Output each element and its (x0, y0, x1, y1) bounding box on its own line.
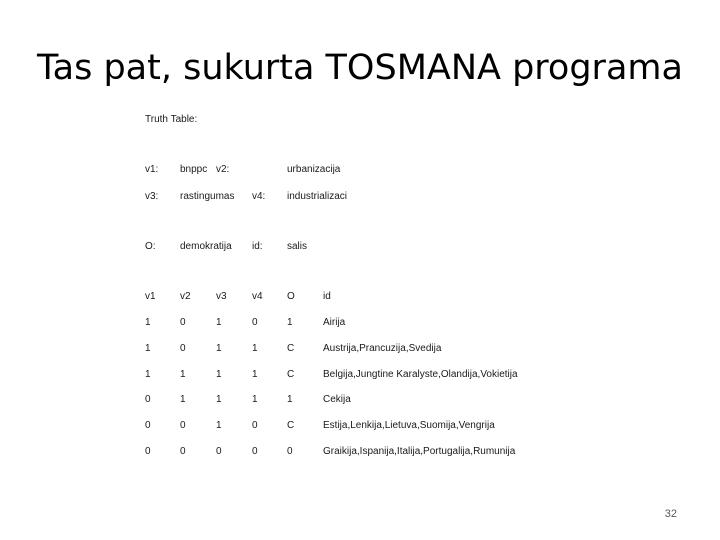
var-label: v4: (252, 191, 266, 202)
table-cell: 1 (180, 369, 186, 380)
var-label: v3: (145, 191, 159, 202)
table-cell: Austrija,Prancuzija,Svedija (323, 343, 442, 354)
column-header: v4 (252, 291, 263, 302)
table-cell: 0 (180, 343, 186, 354)
table-cell: 1 (287, 317, 293, 328)
slide-title: Tas pat, sukurta TOSMANA programa (37, 48, 683, 88)
table-cell: 0 (252, 446, 258, 457)
table-cell: 1 (145, 369, 151, 380)
table-cell: 0 (252, 420, 258, 431)
var-value: rastingumas (180, 191, 235, 202)
table-cell: 1 (216, 369, 222, 380)
table-cell: C (287, 343, 295, 354)
table-cell: 1 (145, 317, 151, 328)
table-cell: 1 (216, 343, 222, 354)
table-cell: Graikija,Ispanija,Italija,Portugalija,Rumunija (323, 446, 516, 457)
table-cell: 0 (145, 420, 151, 431)
page-number: 32 (664, 508, 677, 520)
table-cell: 1 (216, 394, 222, 405)
column-header: v3 (216, 291, 227, 302)
table-cell: 1 (287, 394, 293, 405)
var-value: salis (287, 241, 308, 252)
table-cell: Belgija,Jungtine Karalyste,Olandija,Vokietija (323, 369, 518, 380)
table-cell: 1 (252, 394, 258, 405)
table-cell: 1 (216, 317, 222, 328)
table-cell: 1 (252, 369, 258, 380)
var-label: v2: (216, 164, 230, 175)
table-cell: 0 (180, 446, 186, 457)
table-cell: Cekija (323, 394, 351, 405)
var-label: O: (145, 241, 156, 252)
table-cell: 1 (145, 343, 151, 354)
table-cell: 0 (180, 317, 186, 328)
truth-table-heading: Truth Table: (145, 114, 198, 125)
table-cell: C (287, 420, 295, 431)
table-cell: 0 (145, 446, 151, 457)
var-value: demokratija (180, 241, 232, 252)
table-cell: 1 (216, 420, 222, 431)
var-value: urbanizacija (287, 164, 341, 175)
var-label: v1: (145, 164, 159, 175)
table-cell: 0 (145, 394, 151, 405)
table-cell: 0 (287, 446, 293, 457)
table-cell: 0 (216, 446, 222, 457)
column-header: v1 (145, 291, 156, 302)
table-cell: C (287, 369, 295, 380)
var-value: bnppc (180, 164, 208, 175)
table-cell: 1 (180, 394, 186, 405)
table-cell: Estija,Lenkija,Lietuva,Suomija,Vengrija (323, 420, 495, 431)
table-cell: 0 (180, 420, 186, 431)
var-value: industrializaci (287, 191, 348, 202)
column-header: v2 (180, 291, 191, 302)
var-label: id: (252, 241, 263, 252)
table-cell: 0 (252, 317, 258, 328)
table-cell: 1 (252, 343, 258, 354)
column-header: id (323, 291, 331, 302)
column-header: O (287, 291, 295, 302)
table-cell: Airija (323, 317, 346, 328)
